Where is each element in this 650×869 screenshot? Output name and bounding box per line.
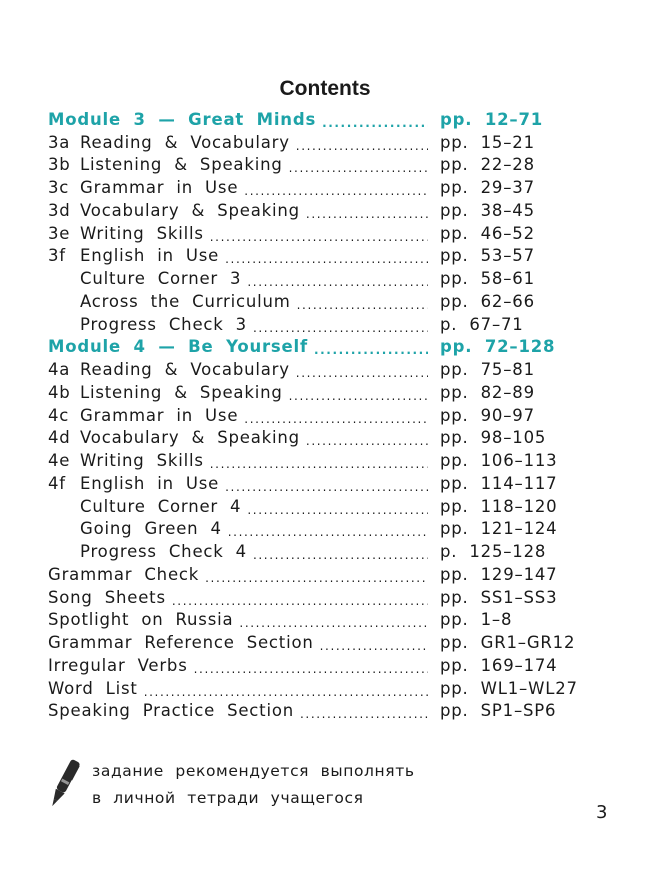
entry-title: Word List [48,678,138,698]
entry-title: Grammar Reference Section [48,633,314,653]
entry-number: 4f [48,473,66,493]
dot-leader [247,503,428,515]
toc-entry [48,609,558,632]
dot-leader [300,707,428,719]
page-range: pp. 129–147 [440,564,558,584]
note-line-2: в личной тетради учащегося [92,789,364,807]
toc-entry [48,381,558,404]
page-range: pp. 38–45 [440,200,535,220]
toc-entry [48,518,558,541]
toc-entry [48,631,576,654]
entry-title: Grammar in Use [80,405,239,425]
entry-title: Vocabulary & Speaking [80,200,300,220]
toc-entry [48,404,558,427]
dot-leader [228,525,428,537]
toc-entry [48,427,558,450]
dot-leader [322,116,428,128]
entry-number: 4b [48,382,71,402]
page-range: pp. SP1–SP6 [440,701,557,721]
entry-title: Module 4 — Be Yourself [48,337,308,357]
page-range: pp. 106–113 [440,451,558,471]
toc-entry [48,563,558,586]
toc-entry [48,495,558,518]
dot-leader [144,685,428,697]
page-range: pp. 29–37 [440,178,535,198]
entry-number: 4a [48,360,71,380]
page-range: pp. 98–105 [440,428,547,448]
dot-leader [172,594,428,606]
toc-entry [48,449,558,472]
entry-title: Grammar Check [48,564,200,584]
module-heading [48,108,558,131]
dot-leader [210,230,428,242]
dot-leader [314,343,428,355]
dot-leader [247,275,428,287]
entry-title: Writing Skills [80,223,204,243]
entry-title: Grammar in Use [80,178,239,198]
toc-entry [48,222,558,245]
entry-title: English in Use [80,473,220,493]
page-range: pp. 118–120 [440,496,558,516]
page-range: pp. 22–28 [440,155,535,175]
dot-leader [306,207,428,219]
page-range: p. 125–128 [440,542,547,562]
entry-title: Song Sheets [48,587,166,607]
dot-leader [306,434,428,446]
pen-icon [44,756,84,812]
page-range: pp. 12–71 [440,109,544,129]
page-range: pp. GR1–GR12 [440,633,576,653]
note-text [92,758,415,812]
toc-entry [48,245,558,268]
page-number: 3 [596,802,608,823]
page-range: pp. 169–174 [440,655,558,675]
entry-title: Culture Corner 4 [80,496,242,516]
dot-leader [225,252,428,264]
dot-leader [244,184,428,196]
note-line-1: задание рекомендуется выполнять [92,762,415,780]
entry-title: Across the Curriculum [80,291,291,311]
module-heading [48,336,558,359]
page-range: pp. 72–128 [440,337,556,357]
entry-title: Culture Corner 3 [80,269,242,289]
dot-leader [210,457,428,469]
entry-title: Progress Check 4 [80,542,247,562]
toc-entry [48,540,558,563]
toc-entry [48,176,558,199]
entry-title: Reading & Vocabulary [80,360,290,380]
toc-entry [48,677,578,700]
toc-entry [48,199,558,222]
entry-title: Speaking Practice Section [48,701,294,721]
dot-leader [225,480,428,492]
dot-leader [296,139,428,151]
entry-number: 3b [48,155,71,175]
entry-title: Module 3 — Great Minds [48,109,317,129]
entry-title: Irregular Verbs [48,655,188,675]
dot-leader [289,161,428,173]
entry-title: Going Green 4 [80,519,222,539]
toc-entry [48,472,558,495]
entry-title: Vocabulary & Speaking [80,428,300,448]
dot-leader [253,548,428,560]
page-range: pp. 1–8 [440,610,513,630]
entry-title: Listening & Speaking [80,382,283,402]
entry-title: English in Use [80,246,220,266]
page-range: pp. 46–52 [440,223,535,243]
page-range: pp. SS1–SS3 [440,587,558,607]
contents-list [48,108,578,722]
dot-leader [194,662,428,674]
dot-leader [239,616,428,628]
entry-title: Reading & Vocabulary [80,132,290,152]
toc-entry [48,267,558,290]
entry-number: 4e [48,451,71,471]
page-range: pp. 62–66 [440,291,535,311]
entry-number: 3f [48,246,66,266]
dot-leader [320,639,428,651]
page-range: pp. 121–124 [440,519,558,539]
toc-entry [48,131,558,154]
page-range: pp. 114–117 [440,473,558,493]
entry-number: 4c [48,405,70,425]
page-title: Contents [279,77,371,100]
entry-number: 3d [48,200,71,220]
page-range: pp. 53–57 [440,246,535,266]
toc-entry [48,700,558,723]
dot-leader [296,366,428,378]
dot-leader [205,571,428,583]
page-range: pp. 15–21 [440,132,535,152]
entry-number: 3c [48,178,70,198]
page-range: p. 67–71 [440,314,524,334]
page-range: pp. WL1–WL27 [440,678,578,698]
page-range: pp. 82–89 [440,382,535,402]
entry-number: 3a [48,132,71,152]
homework-note [44,756,464,812]
entry-number: 4d [48,428,71,448]
dot-leader [253,321,428,333]
toc-entry [48,290,558,313]
toc-entry [48,313,558,336]
toc-entry [48,154,558,177]
entry-title: Writing Skills [80,451,204,471]
dot-leader [297,298,428,310]
page-range: pp. 75–81 [440,360,535,380]
entry-title: Spotlight on Russia [48,610,234,630]
toc-entry [48,358,558,381]
entry-title: Listening & Speaking [80,155,283,175]
entry-number: 3e [48,223,71,243]
dot-leader [244,412,428,424]
toc-entry [48,654,558,677]
toc-entry [48,586,558,609]
page-range: pp. 90–97 [440,405,535,425]
page-range: pp. 58–61 [440,269,535,289]
entry-title: Progress Check 3 [80,314,247,334]
dot-leader [289,389,428,401]
